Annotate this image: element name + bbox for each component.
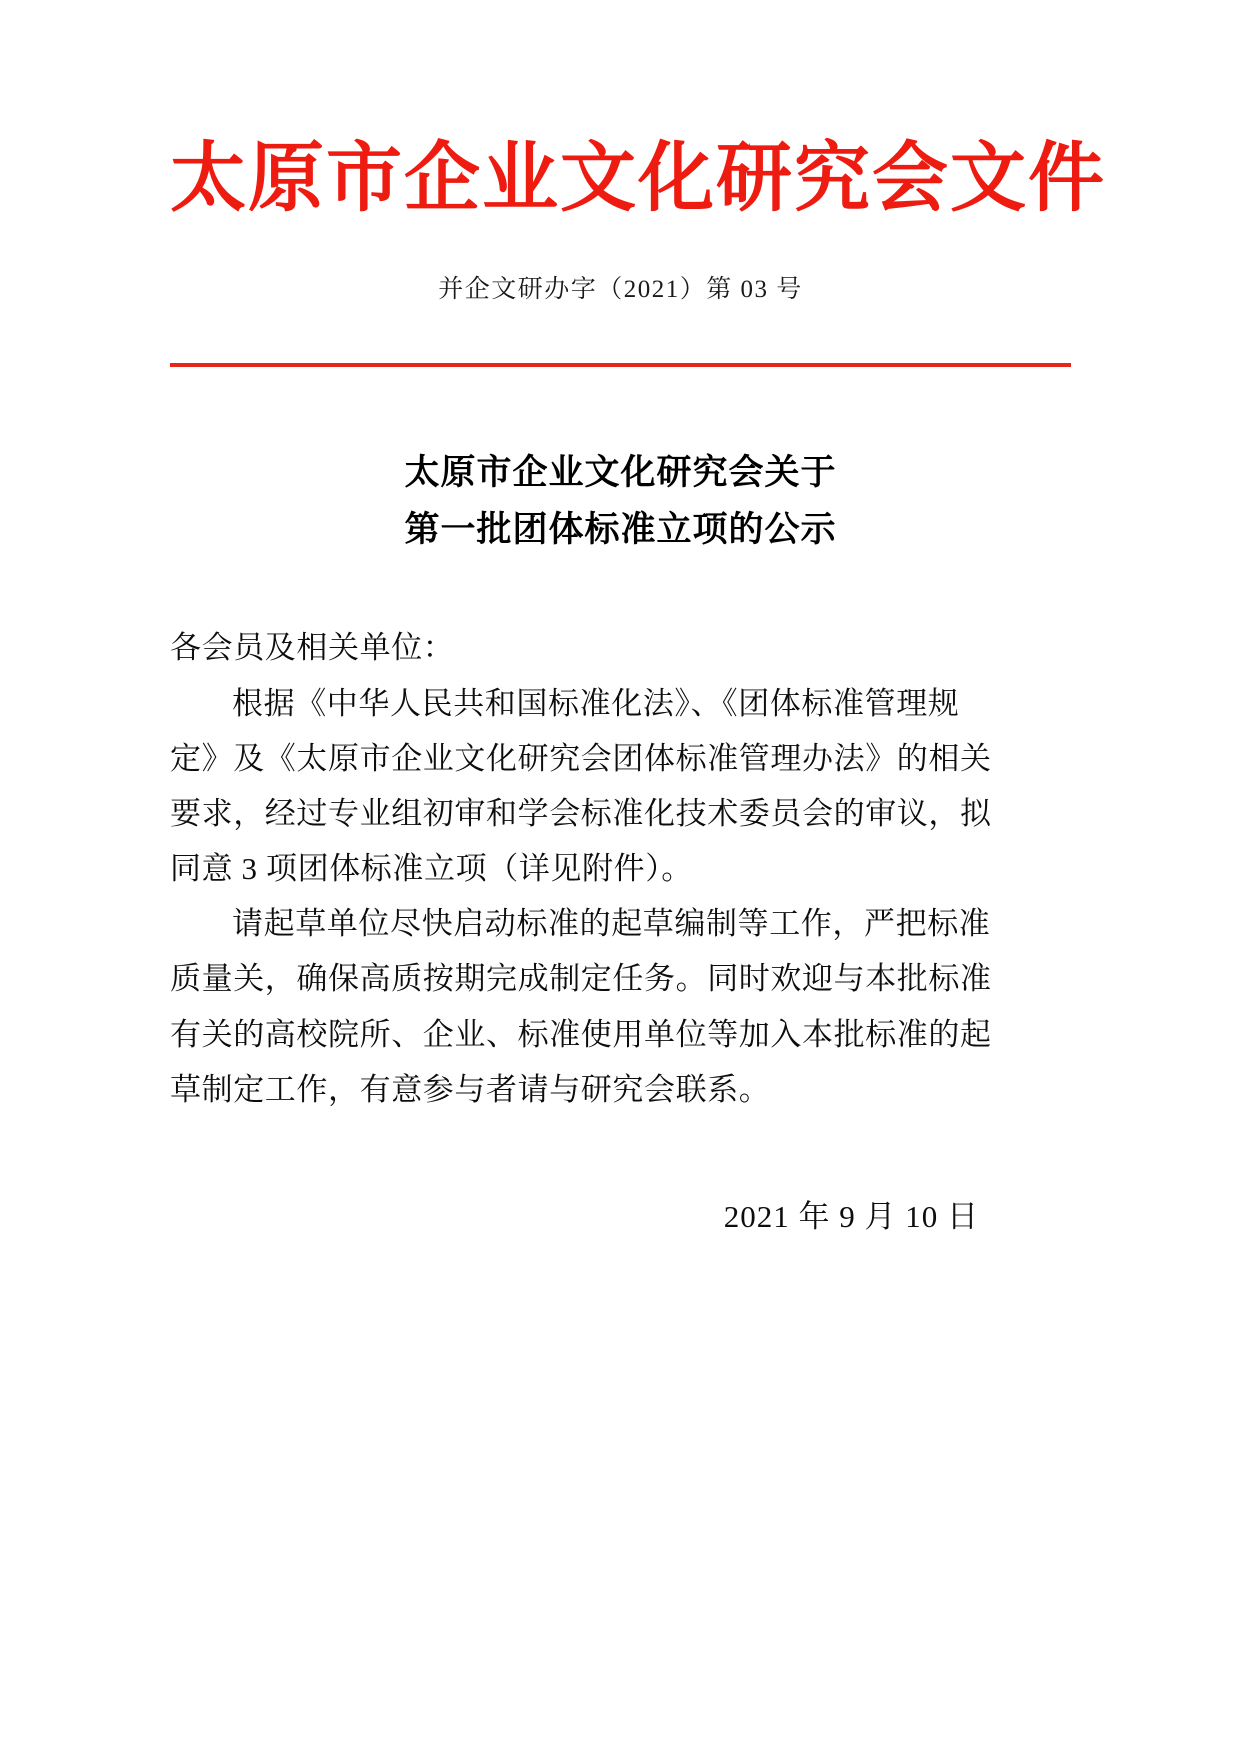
paragraph-2-line-4: 草制定工作，有意参与者请与研究会联系。 xyxy=(170,1071,771,1107)
document-title-line-2: 第一批团体标准立项的公示 xyxy=(404,509,837,550)
body-paragraph-1 xyxy=(170,676,1071,897)
body-paragraph-2 xyxy=(170,896,1071,1117)
paragraph-1-line-3: 要求，经过专业组初审和学会标准化技术委员会的审议，拟 xyxy=(170,795,992,831)
document-body xyxy=(170,620,1071,1117)
red-separator-rule xyxy=(170,363,1071,367)
paragraph-2-line-2: 质量关，确保高质按期完成制定任务。同时欢迎与本批标准 xyxy=(170,961,992,997)
masthead xyxy=(170,0,1106,222)
document-number-row xyxy=(170,269,1071,305)
paragraph-2-line-3: 有关的高校院所、企业、标准使用单位等加入本批标准的起 xyxy=(170,1016,992,1052)
issue-date: 2021 年 9 月 10 日 xyxy=(723,1198,979,1234)
paragraph-1-line-1: 根据《中华人民共和国标准化法》、《团体标准管理规 xyxy=(232,685,960,721)
paragraph-1-line-4: 同意 3 项团体标准立项（详见附件）。 xyxy=(170,851,693,887)
salutation: 各会员及相关单位： xyxy=(170,630,455,666)
paragraph-1-line-2: 定》及《太原市企业文化研究会团体标准管理办法》的相关 xyxy=(170,740,992,776)
masthead-title: 太原市企业文化研究会文件 xyxy=(170,133,1106,222)
document-title-line-1: 太原市企业文化研究会关于 xyxy=(404,453,837,494)
document-number: 并企文研办字（2021）第 03 号 xyxy=(438,276,803,304)
document-title xyxy=(170,445,1071,558)
paragraph-2-line-1: 请起草单位尽快启动标准的起草编制等工作，严把标准 xyxy=(232,906,991,942)
